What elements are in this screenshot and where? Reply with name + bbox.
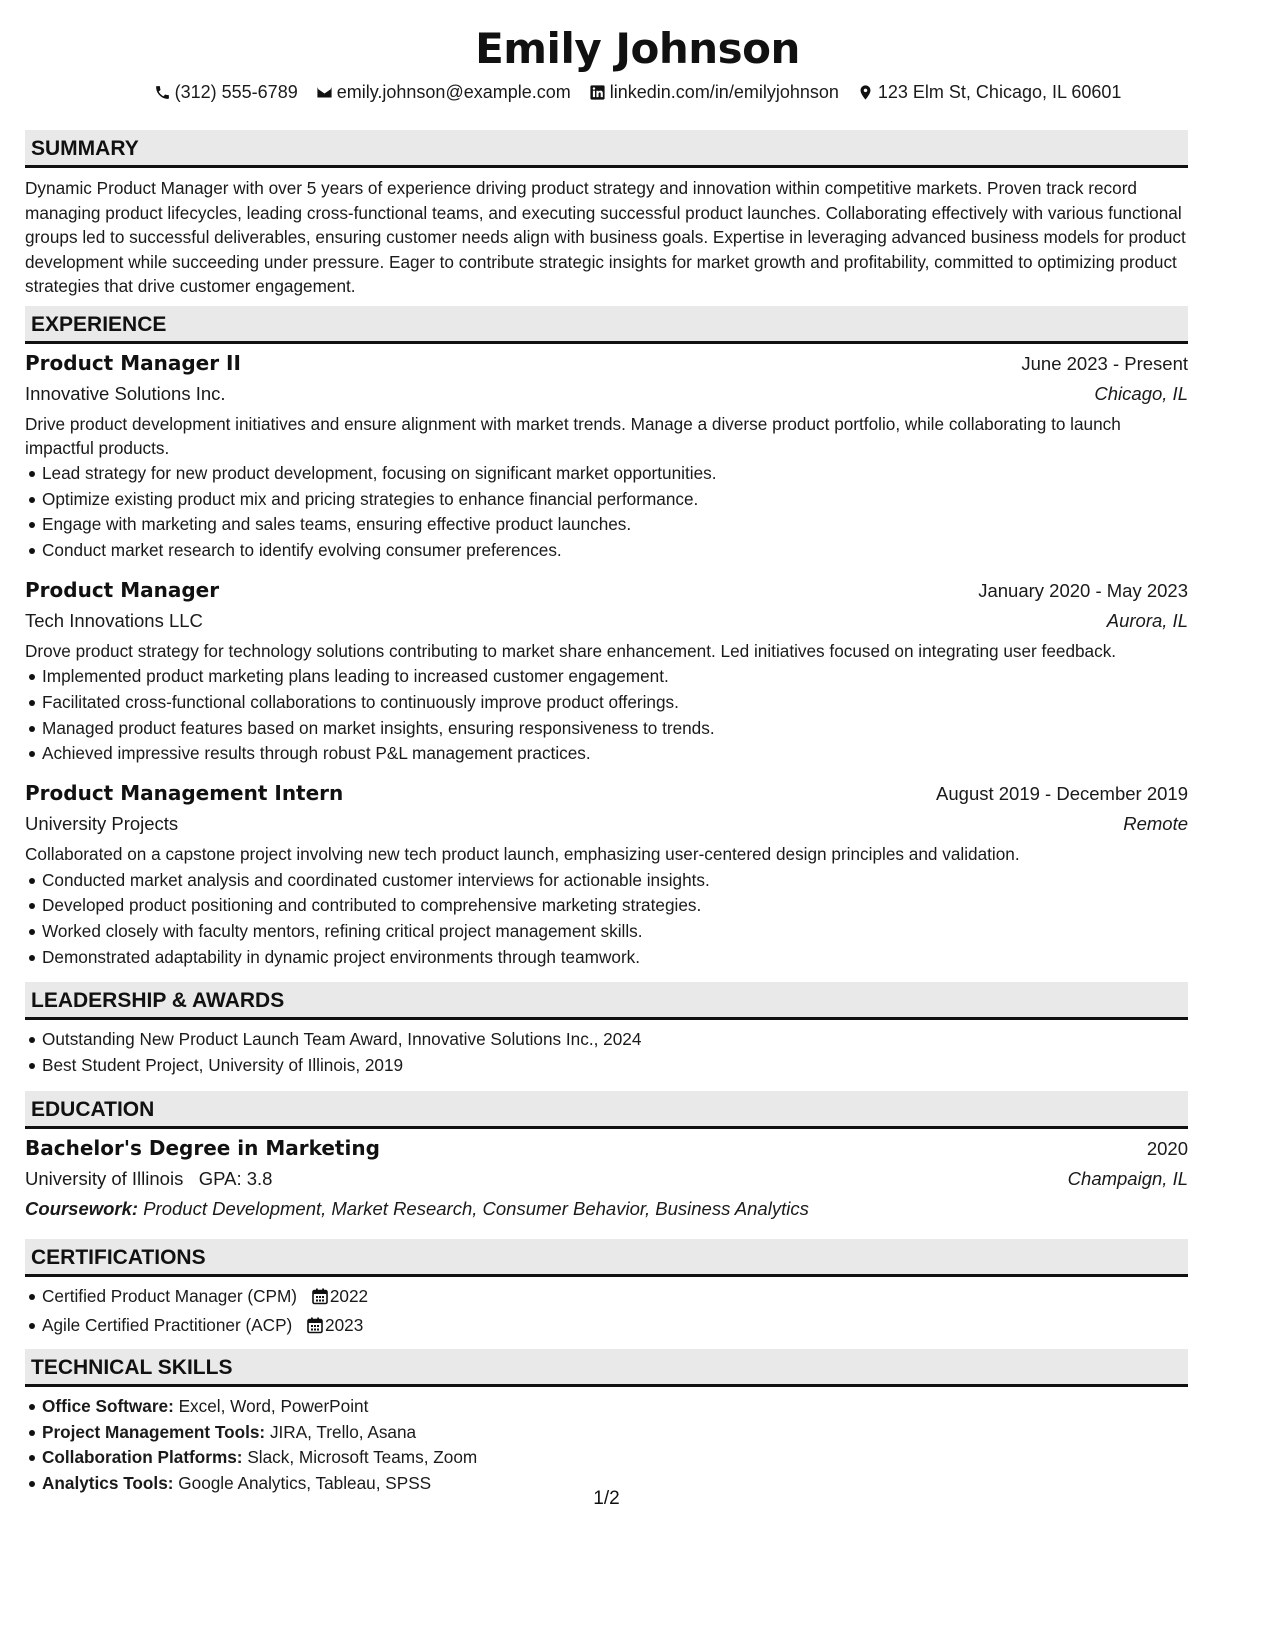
school-name: University of Illinois [25,1168,184,1189]
list-item: Facilitated cross-functional collaborations to continuously improve product offerings. [25,690,1188,716]
job-location: Remote [1123,813,1188,835]
school-location: Champaign, IL [1067,1168,1188,1189]
section-title-leadership: LEADERSHIP & AWARDS [25,982,1188,1020]
leadership-section [25,982,1188,1078]
certifications-section [25,1239,1188,1341]
contact-phone [154,80,298,104]
linkedin-link[interactable]: linkedin.com/in/emilyjohnson [609,82,839,102]
job-description: Drove product strategy for technology solutions contributing to market share enhancement. Led initiatives focused on integrating user feedback. [25,640,1117,661]
coursework-label: Coursework: [25,1198,139,1219]
email-link[interactable]: emily.johnson@example.com [336,82,571,102]
certification-year: 2023 [325,1314,364,1335]
list-item: Engage with marketing and sales teams, ensuring effective product launches. [25,512,1188,538]
experience-section [25,306,1188,981]
list-item: Implemented product marketing plans leading to increased customer engagement. [25,664,1188,690]
section-title-education: EDUCATION [25,1091,1188,1129]
skill-category: Office Software: [42,1396,174,1416]
list-item [25,1420,1188,1446]
list-item: Lead strategy for new product development, focusing on significant market opportunities. [25,461,1188,487]
skill-category: Analytics Tools: [42,1473,174,1494]
list-item: Managed product features based on market insights, ensuring responsiveness to trends. [25,716,1188,742]
resume-page [25,0,1250,1494]
coursework-text: Product Development, Market Research, Consumer Behavior, Business Analytics [143,1198,809,1219]
candidate-name: Emily Johnson [475,24,800,73]
job-bullets [25,664,1188,767]
section-title-certifications: CERTIFICATIONS [25,1239,1188,1277]
job-title: Product Management Intern [25,781,344,806]
phone-icon [154,84,171,101]
education-section [25,1091,1188,1224]
graduation-year: 2020 [1146,1138,1188,1159]
list-item: Outstanding New Product Launch Team Award, Innovative Solutions Inc., 2024 [25,1027,1188,1053]
contact-line [25,80,1250,104]
job-dates: August 2019 - December 2019 [936,783,1188,805]
job-description: Collaborated on a capstone project involving new tech product launch, emphasizing user-centered design principles and validation. [25,844,1020,865]
summary-section [25,130,1188,299]
certification-name: Agile Certified Practitioner (ACP) [42,1314,293,1335]
list-item [25,1394,1188,1420]
list-item [25,1284,1188,1313]
job-location: Aurora, IL [1106,609,1188,631]
calendar-icon [312,1287,328,1313]
job-dates: January 2020 - May 2023 [978,579,1188,601]
list-item [25,1445,1188,1471]
job-title: Product Manager II [25,351,241,375]
map-pin-icon [857,84,874,101]
section-title-experience: EXPERIENCE [25,306,1188,344]
awards-list [25,1027,1188,1078]
certification-name: Certified Product Manager (CPM) [42,1286,298,1306]
job-location: Chicago, IL [1094,383,1188,404]
company-name: Innovative Solutions Inc. [25,383,226,404]
certification-year: 2022 [329,1286,369,1306]
section-title-summary: SUMMARY [25,130,1188,168]
list-item: Developed product positioning and contributed to comprehensive marketing strategies. [25,893,1188,919]
job-title: Product Manager [25,577,220,602]
job-bullets [25,868,1188,971]
section-title-skills: TECHNICAL SKILLS [25,1349,1188,1387]
calendar-icon [307,1316,323,1342]
list-item: Best Student Project, University of Illinois, 2019 [25,1053,1188,1079]
phone-text: (312) 555-6789 [174,82,298,102]
contact-linkedin[interactable] [589,80,839,104]
job-dates: June 2023 - Present [1021,353,1188,374]
skill-category: Project Management Tools: [42,1421,266,1442]
job-bullets [25,461,1188,564]
experience-entry [25,778,1188,970]
list-item: Achieved impressive results through robust P&L management practices. [25,741,1188,767]
gpa-text: GPA: 3.8 [198,1168,273,1189]
skill-values: Google Analytics, Tableau, SPSS [178,1473,432,1494]
page-number: 1/2 [593,1488,620,1509]
school-info [25,1164,272,1194]
list-item: Conduct market research to identify evolving consumer preferences. [25,538,1188,564]
list-item: Optimize existing product mix and pricing strategies to enhance financial performance. [25,487,1188,513]
list-item: Demonstrated adaptability in dynamic project environments through teamwork. [25,945,1188,971]
skill-values: Slack, Microsoft Teams, Zoom [247,1447,478,1468]
degree-title: Bachelor's Degree in Marketing [25,1136,380,1160]
skill-category: Collaboration Platforms: [42,1447,243,1468]
list-item [25,1313,1188,1342]
list-item: Conducted market analysis and coordinated customer interviews for actionable insights. [25,868,1188,894]
linkedin-icon [589,84,606,101]
experience-entry [25,575,1188,767]
certifications-list [25,1284,1188,1341]
summary-text: Dynamic Product Manager with over 5 years of experience driving product strategy and innovation within competitive markets. Proven track record managing product lifecycles, leading cross-functional teams, and executing successful product launches. Collaborating effectively with various functional groups led to successful deliverables, ensuring customer needs align with business goals. Expertise in leveraging advanced business models for product development while succeeding under pressure. Eager to contribute strategic insights for market growth and profitability, committed to optimizing product strategies that drive customer engagement. [25,178,1186,297]
list-item: Worked closely with faculty mentors, refining critical project management skills. [25,919,1188,945]
coursework-line [25,1194,1188,1224]
job-description: Drive product development initiatives and ensure alignment with market trends. Manage a diverse product portfolio, while collaborating to launch impactful products. [25,414,1121,458]
skill-values: Excel, Word, PowerPoint [178,1396,369,1416]
skill-values: JIRA, Trello, Asana [269,1421,417,1442]
address-text: 123 Elm St, Chicago, IL 60601 [877,82,1122,102]
experience-entry [25,348,1188,564]
skills-list [25,1394,1188,1497]
skills-section [25,1349,1188,1497]
company-name: University Projects [25,813,179,835]
contact-address [857,80,1121,104]
contact-email[interactable] [316,80,571,104]
resume-header [25,0,1250,104]
envelope-icon [316,84,333,101]
company-name: Tech Innovations LLC [25,609,203,631]
